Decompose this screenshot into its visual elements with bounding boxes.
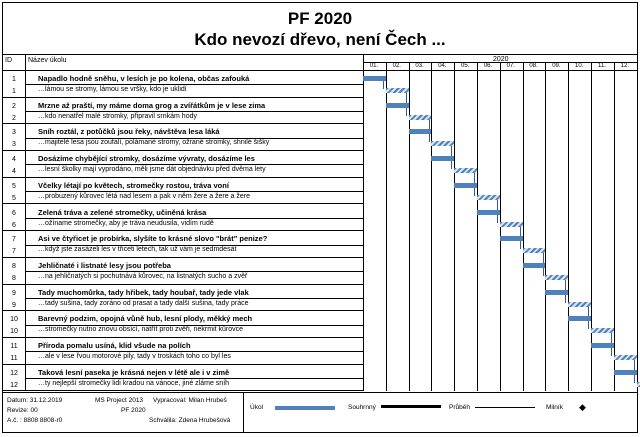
task-id: 8 — [12, 262, 16, 270]
month-tick — [477, 63, 478, 70]
month-tick — [500, 63, 501, 70]
dependency-arrow — [474, 188, 475, 196]
task-id: 10 — [10, 316, 18, 324]
id-column-header: ID — [5, 57, 12, 64]
dependency-arrow — [634, 375, 635, 383]
dependency-arrow — [497, 200, 498, 210]
subtask-name: …probuzený kůrovec létá nad lesem a pak v něm žere a žere a žere — [38, 192, 251, 200]
task-id: 7 — [12, 236, 16, 244]
month-gridline — [568, 71, 569, 391]
month-label: 04. — [438, 63, 447, 69]
subtask-name: …ale v lese řvou motorové pily, tady v troskách toho co byl les — [38, 353, 231, 360]
task-row[interactable] — [3, 231, 363, 258]
dependency-arrow — [429, 120, 430, 130]
id-column-divider — [25, 55, 26, 70]
dependency-arrow — [520, 241, 521, 249]
dependency-arrow — [406, 108, 407, 116]
subtask-name: …stromečky nutno znovu obsící, natřít proti zvěři, nekrmit kůrovce — [38, 326, 244, 334]
gantt-page — [2, 2, 638, 433]
subtask-name: …kdo nenatřel malé stromky, připravil srnkám hody — [38, 112, 197, 120]
footer-date: Datum: 31.12.2019 — [7, 397, 63, 404]
footer-pf: PF 2020 — [121, 407, 146, 414]
task-row[interactable] — [3, 124, 363, 151]
task-id: 5 — [12, 182, 16, 190]
subtask-id: 6 — [12, 221, 16, 229]
month-label: 05. — [461, 63, 470, 69]
month-tick — [614, 63, 615, 70]
dependency-arrow — [497, 215, 498, 223]
dependency-arrow — [588, 307, 589, 317]
month-tick — [409, 63, 410, 70]
task-name: Sníh roztál, z potůčků jsou řeky, návštěva lesa láká — [38, 127, 220, 137]
month-label: 09. — [552, 63, 561, 69]
task-row[interactable] — [3, 285, 363, 312]
footer-author: Vypracoval: Milan Hrubeš — [153, 397, 227, 404]
legend-task-label: Úkol — [250, 404, 264, 411]
subtask-id: 2 — [12, 114, 16, 122]
dependency-arrow — [520, 227, 521, 237]
name-column-header: Název úkolu — [28, 57, 67, 64]
task-id: 9 — [12, 289, 16, 297]
month-gridline — [363, 71, 364, 391]
subtask-name: …tady sušina, tady zoráno od prasat a tady další sušina, tady práce — [38, 299, 249, 307]
footer — [3, 392, 637, 433]
dependency-arrow — [588, 321, 589, 329]
subtask-id: 10 — [10, 328, 18, 336]
month-gridline — [637, 71, 638, 391]
month-gridline — [523, 71, 524, 391]
subtask-name: …na jehličnatých si pochutnává kůrovec, na listnatých sucho a zvěř — [38, 272, 248, 280]
task-name: Dosázíme chybějící stromky, dosázíme vývraty, dosázíme les — [38, 154, 255, 164]
subtask-name: …když jste zasázeli les v třiceti letech, tak už vám je sedmdesát — [38, 246, 237, 254]
task-row[interactable] — [3, 205, 363, 232]
dependency-arrow — [543, 253, 544, 263]
subtask-id: 1 — [12, 88, 16, 95]
subtask-id: 9 — [12, 301, 16, 309]
subtask-id: 8 — [12, 274, 16, 282]
month-tick — [386, 63, 387, 70]
month-label: 03. — [415, 63, 424, 69]
month-gridline — [500, 71, 501, 391]
page-title: PF 2020 — [287, 9, 353, 28]
month-tick — [523, 63, 524, 70]
month-gridline — [454, 71, 455, 391]
subtask-id: 11 — [10, 355, 18, 362]
month-label: 01. — [369, 63, 379, 69]
dependency-arrow — [634, 360, 635, 370]
legend-summary-swatch — [381, 405, 441, 408]
dependency-arrow — [429, 134, 430, 142]
month-tick — [431, 63, 432, 70]
footer-divider — [243, 393, 244, 433]
task-name: Tady muchomůrka, tady hřibek, tady houbař, tady jede vlak — [38, 287, 249, 297]
task-name: Barevný podzim, opojná vůně hub, lesní plody, měkký mech — [38, 314, 253, 324]
task-name: Asi ve čtyřicet je probírka, slyšíte to krásné slovo "brát" penize? — [38, 234, 268, 244]
task-row[interactable] — [3, 98, 363, 125]
dependency-arrow — [451, 161, 452, 169]
month-label: 10. — [575, 63, 584, 69]
month-gridline — [386, 71, 387, 391]
task-id: 1 — [12, 76, 16, 83]
month-label: 12. — [620, 63, 629, 69]
footer-approver: Schválila: Zdena Hrubešová — [149, 417, 231, 424]
footer-revision: Revize: 00 — [7, 407, 38, 414]
month-gridline — [431, 71, 432, 391]
dependency-arrow — [451, 146, 452, 156]
task-row[interactable] — [3, 338, 363, 365]
dependency-arrow — [611, 348, 612, 356]
legend-task-swatch — [275, 406, 335, 410]
month-tick — [591, 63, 592, 70]
task-name: Taková lesní paseka je krásná nejen v létě ale i v zimě — [38, 367, 230, 377]
subtask-id: 7 — [12, 248, 16, 256]
dependency-arrow — [611, 333, 612, 343]
month-label: 02. — [392, 63, 401, 69]
task-name: Včelky létají po květech, stromečky rostou, tráva voní — [38, 180, 229, 190]
subtask-id: 12 — [10, 381, 18, 389]
subtask-name: …lámou se stromy, lámou se vršky, kdo je uklidí — [38, 86, 187, 93]
task-row[interactable] — [3, 311, 363, 338]
month-label: 07. — [506, 63, 515, 69]
month-tick — [568, 63, 569, 70]
subtask-name: …ty nejlepší stromečky lidi kradou na vánoce, jiné zláme sníh — [38, 379, 230, 387]
task-row[interactable] — [3, 71, 363, 98]
year-label: 2020 — [493, 56, 509, 63]
month-gridline — [545, 71, 546, 391]
task-id: 6 — [12, 209, 16, 217]
task-name: Zelená tráva a zelené stromečky, učiněná krása — [38, 207, 207, 217]
dependency-arrow — [383, 81, 384, 89]
year-divider — [363, 62, 637, 63]
subtask-id: 3 — [12, 141, 16, 149]
task-name: Příroda pomalu usíná, klid všude na polích — [38, 341, 191, 350]
footer-document-number: A.č. : 8808 8808-r0 — [7, 417, 63, 424]
task-id: 2 — [12, 102, 16, 110]
subtask-name: …ožíname stromečky, aby je tráva neudusila, vidím rudě — [38, 219, 214, 227]
subtask-bar[interactable] — [637, 382, 640, 387]
dependency-arrow — [406, 93, 407, 103]
month-tick — [545, 63, 546, 70]
dependency-arrow — [565, 295, 566, 303]
dependency-arrow — [474, 173, 475, 183]
task-grid — [3, 71, 637, 392]
task-id: 12 — [10, 369, 18, 377]
page-subtitle: Kdo nevozí dřevo, není Čech ... — [194, 30, 446, 49]
month-label: 11. — [598, 63, 606, 69]
subtask-name: …majitelé lesa jsou zoufalí, polámané stromy, ožrané stromky, shnilé šišky — [38, 139, 270, 147]
subtask-id: 5 — [12, 194, 16, 202]
task-id: 4 — [12, 156, 16, 164]
task-name: Napadlo hodně sněhu, v lesích je po kolena, občas zafouká — [38, 74, 250, 83]
task-name: Jehličnaté i listnaté lesy jsou potřeba — [38, 260, 171, 270]
column-header — [3, 54, 637, 71]
milestone-diamond-icon: ◆ — [579, 402, 586, 412]
legend-summary-label: Souhrnný — [348, 404, 376, 411]
task-id: 3 — [12, 129, 16, 137]
month-label: 08. — [529, 63, 538, 69]
month-gridline — [614, 71, 615, 391]
month-label: 06. — [483, 63, 493, 69]
dependency-arrow — [543, 268, 544, 276]
subtask-id: 4 — [12, 168, 16, 176]
dependency-arrow — [565, 280, 566, 290]
month-gridline — [477, 71, 478, 391]
task-row[interactable] — [3, 151, 363, 178]
legend-progress-swatch — [475, 407, 535, 408]
task-row[interactable] — [3, 258, 363, 285]
task-id: 11 — [10, 343, 18, 350]
task-row[interactable] — [3, 178, 363, 205]
task-name: Mrzne až praští, my máme doma grog a zvířátkům je v lese zima — [38, 100, 266, 110]
legend-progress-label: Průběh — [449, 404, 470, 411]
subtask-name: …lesní školky mají vyprodáno, měli jsme dát objednávku před dvěma lety — [38, 166, 266, 174]
footer-project: MS Project 2013 — [95, 397, 144, 404]
legend-milestone-label: Milník — [546, 404, 563, 411]
month-tick — [454, 63, 455, 70]
task-row[interactable] — [3, 365, 363, 392]
